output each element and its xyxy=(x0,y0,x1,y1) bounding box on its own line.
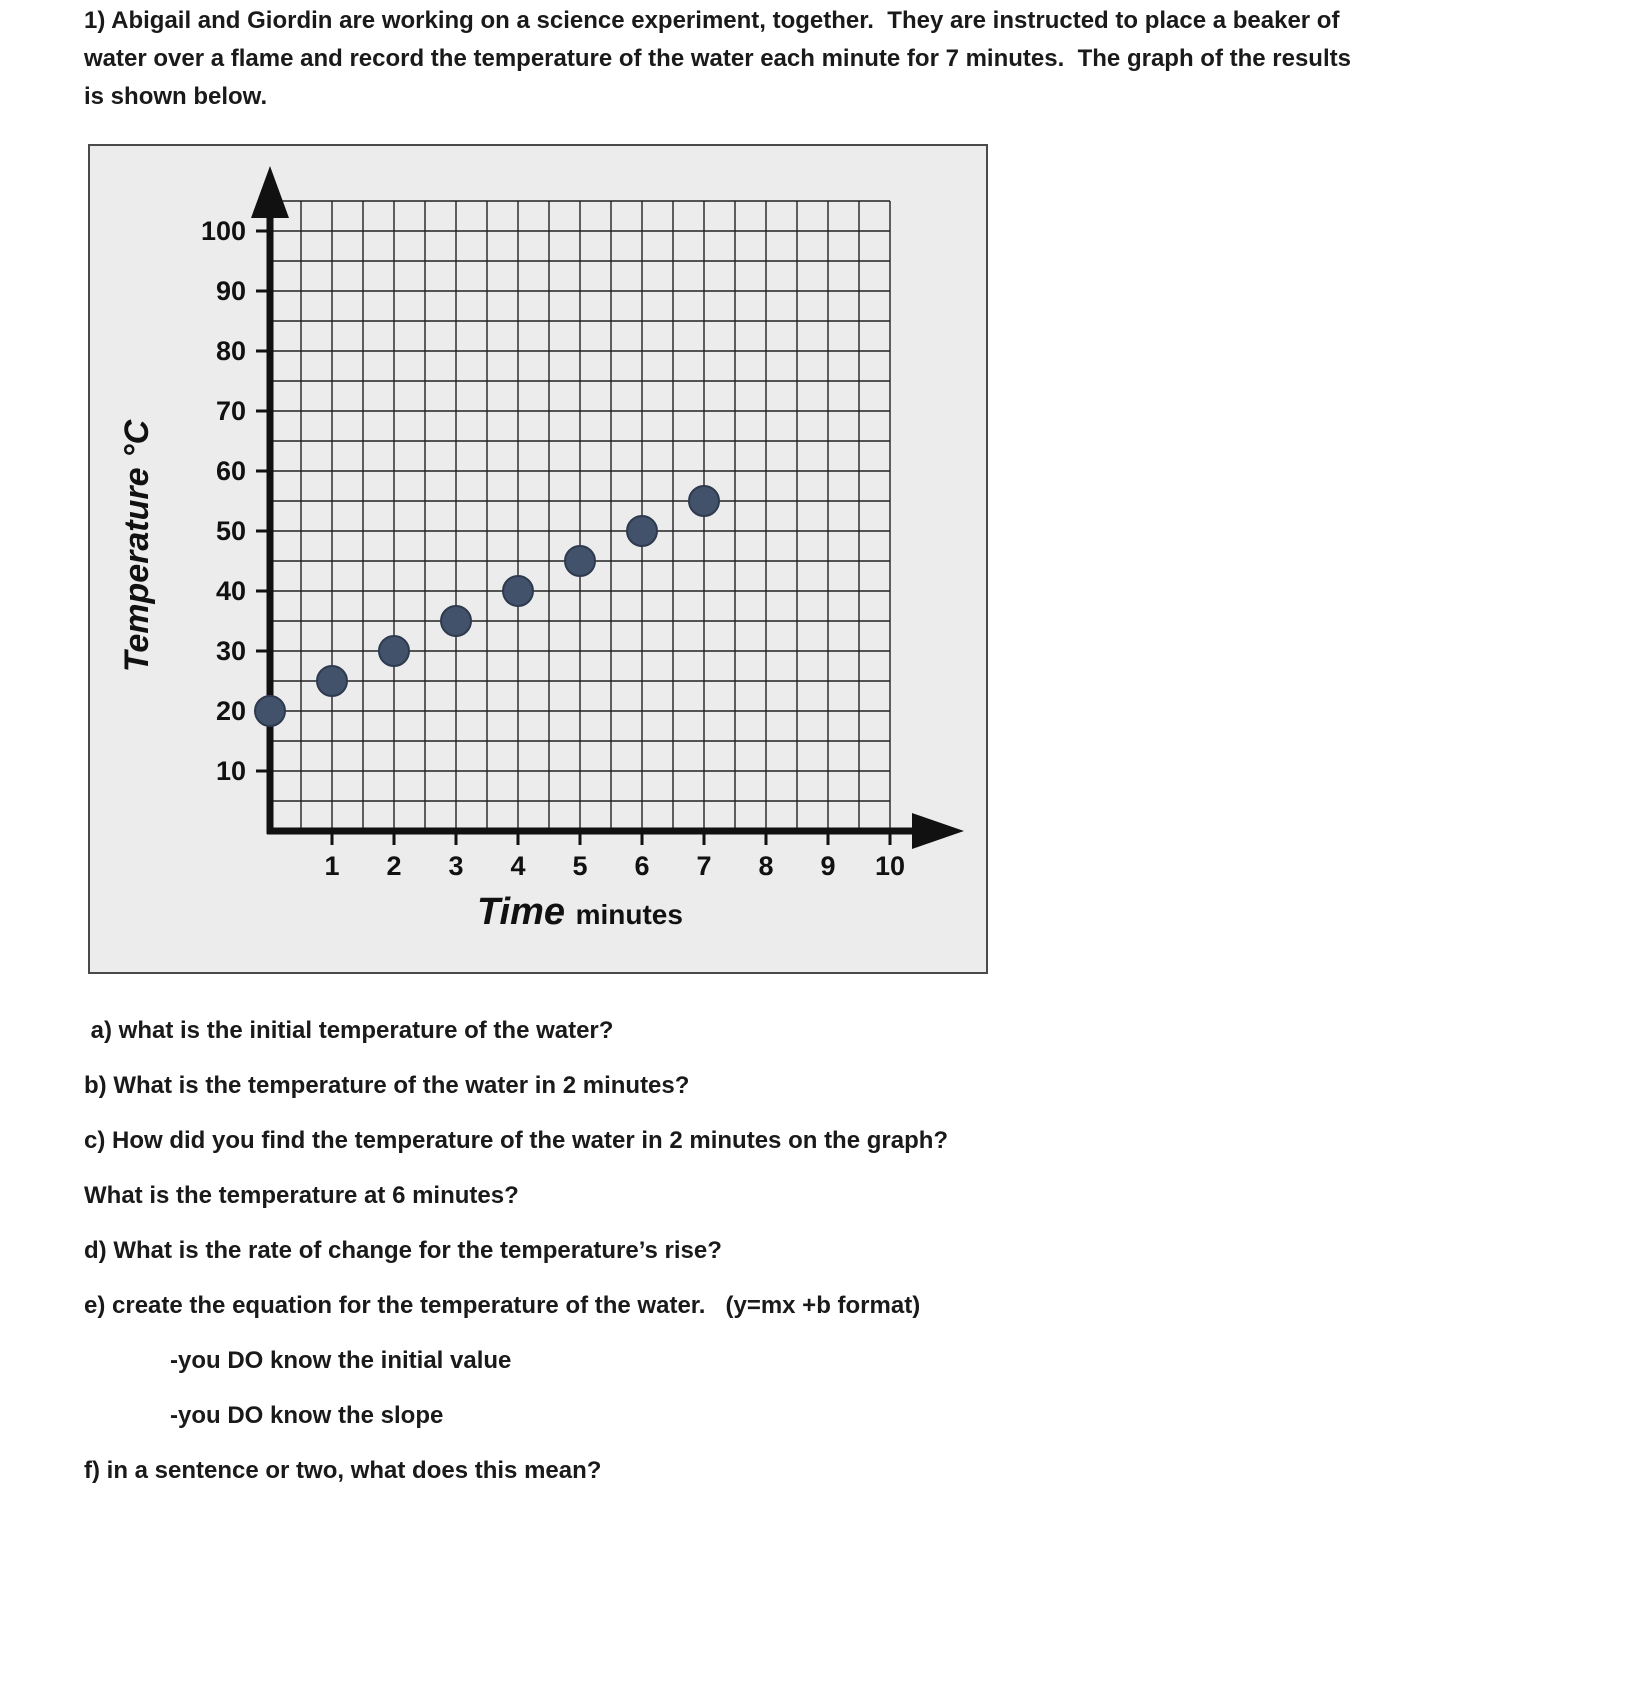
data-point xyxy=(379,636,409,666)
svg-text:20: 20 xyxy=(215,696,246,726)
problem-statement: 1) Abigail and Giordin are working on a science experiment, together. They are instructed to place a beaker of water over a flame and record the temperature of the water each minute for 7 minutes. The graph of the results is shown below. xyxy=(84,7,1358,110)
temperature-chart-panel xyxy=(88,144,988,974)
svg-text:100: 100 xyxy=(200,216,246,246)
svg-text:2: 2 xyxy=(386,851,402,881)
svg-text:40: 40 xyxy=(215,576,246,606)
svg-text:4: 4 xyxy=(510,851,526,881)
svg-text:9: 9 xyxy=(820,851,836,881)
svg-text:50: 50 xyxy=(215,516,246,546)
question-line: -you DO know the slope xyxy=(170,1402,444,1429)
data-point xyxy=(255,696,285,726)
question-line: -you DO know the initial value xyxy=(170,1347,512,1374)
temperature-vs-time-scatter-chart xyxy=(90,146,986,972)
data-point xyxy=(441,606,471,636)
svg-text:90: 90 xyxy=(215,276,246,306)
question-line: b) What is the temperature of the water in 2 minutes? xyxy=(84,1072,690,1099)
svg-text:8: 8 xyxy=(758,851,774,881)
question-line: e) create the equation for the temperature of the water. (y=mx +b format) xyxy=(84,1292,921,1319)
y-axis-title: Temperature °C xyxy=(118,419,156,673)
svg-text:80: 80 xyxy=(215,336,246,366)
question-line: c) How did you find the temperature of the water in 2 minutes on the graph? xyxy=(84,1127,949,1154)
question-line: What is the temperature at 6 minutes? xyxy=(84,1182,519,1209)
svg-text:10: 10 xyxy=(874,851,906,881)
x-axis-title: Time minutes xyxy=(477,891,683,933)
data-point xyxy=(503,576,533,606)
question-line: f) in a sentence or two, what does this mean? xyxy=(84,1457,602,1484)
data-point xyxy=(565,546,595,576)
svg-text:3: 3 xyxy=(448,851,464,881)
questions xyxy=(84,1016,1384,1486)
svg-text:70: 70 xyxy=(215,396,246,426)
svg-text:6: 6 xyxy=(634,851,650,881)
data-point xyxy=(317,666,347,696)
svg-text:10: 10 xyxy=(215,756,246,786)
question-line: a) what is the initial temperature of the water? xyxy=(84,1017,614,1044)
chart-background xyxy=(90,146,986,972)
svg-text:30: 30 xyxy=(215,636,246,666)
svg-text:60: 60 xyxy=(215,456,246,486)
data-point xyxy=(689,486,719,516)
svg-text:7: 7 xyxy=(696,851,712,881)
svg-text:5: 5 xyxy=(572,851,588,881)
data-point xyxy=(627,516,657,546)
question-line: d) What is the rate of change for the temperature’s rise? xyxy=(84,1237,722,1264)
grid-lines xyxy=(270,201,890,831)
svg-text:1: 1 xyxy=(324,851,340,881)
